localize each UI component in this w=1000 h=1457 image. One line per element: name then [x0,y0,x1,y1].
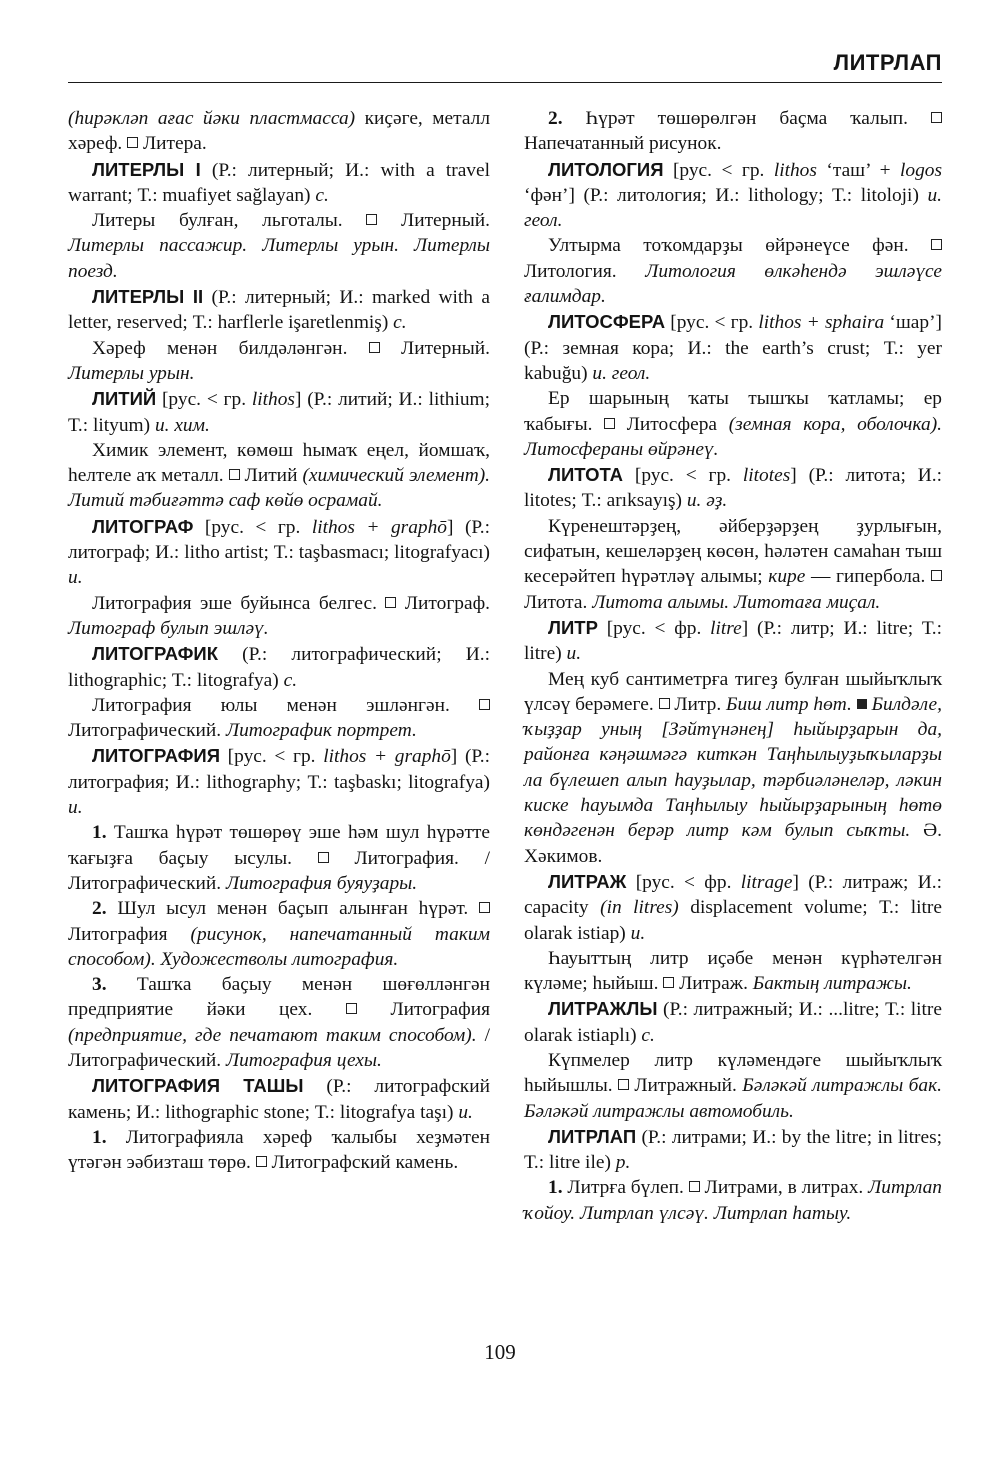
russian-equivalent: / Литографический. [68,1024,490,1071]
example: Художестволы литография. [155,948,399,970]
part-of-speech: и. [68,567,83,589]
definition: Мең куб сантиметрға тигеҙ булған шыйыҡлыҡ үлсәү берәмеге. [524,668,942,715]
etymology: [рус. < гр. [665,312,759,334]
russian-equivalent: Литография. / Литографический. [68,847,490,894]
definition: Һүрәт төшөрөлгән баҫма ҡалып. [562,108,931,129]
entry-litograf [68,514,490,591]
etymology: [рус. < гр. [220,746,324,768]
russian-gloss: (предприятие, где печатают таким способом). [68,1024,477,1046]
sense-3 [68,972,490,1073]
box-marker-icon [931,239,942,250]
box-marker-icon [931,570,942,581]
part-of-speech: с. [315,184,329,206]
example: Литий тәбиғәттә саф көйө осрамай. [68,490,383,512]
definition: Һауыттың литр иҫәбе менән күрһәтелгән күләме; һыйыш. [524,947,942,995]
definition: Шул ысул менән баҫып алынған һүрәт. [106,898,479,920]
box-marker-icon [663,977,674,988]
etymology: (Р.: литографический; И.: lithographic; Т.: litografya) [68,644,490,691]
russian-equivalent: Литерный. [377,210,490,232]
headword: ЛИТЕРЛЫ I [92,158,201,180]
entry-literly-2 [68,284,490,336]
sense-number: 3. [92,974,107,996]
italic-text: кире [768,566,806,588]
definition: Литография эше буйынса белгес. [92,592,386,614]
box-marker-icon [127,137,138,148]
part-of-speech: и. геол. [592,362,651,384]
example: Литография цехы. [225,1049,382,1071]
etymology: (Р.: литрами; И.: by the litre; in litres; Т.: litre ile) [524,1126,942,1174]
russian-equivalent: Литографический. [68,720,226,742]
etymology: [рус. < фр. [597,617,711,639]
russian-equivalent: Литота. [524,591,593,613]
box-marker-icon [385,597,396,608]
entry-litiy-def [68,438,490,514]
russian-equivalent: Литография [356,999,490,1021]
box-marker-icon [318,852,329,863]
left-column [68,106,490,1175]
entry-literly-2-def [68,336,490,387]
example: Литосфераны өйрәнеү. [524,438,719,460]
russian-gloss: (земная кора, оболочка). [728,413,942,435]
sense-number: 1. [548,1177,563,1199]
box-marker-icon [931,112,942,123]
part-of-speech: и. [458,1101,473,1123]
headword: ЛИТОГРАФИЯ ТАШЫ [92,1075,304,1097]
part-of-speech: с. [283,669,298,691]
example: Литография буяуҙары. [225,872,418,894]
entry-litosfera-def [524,386,942,462]
entry-litrazhly-def [524,1048,942,1124]
etymon: lithos + graphō [311,516,448,538]
russian-equivalent: Литограф. [396,592,490,614]
entry-litosfera [524,309,942,386]
box-marker-icon [659,698,670,709]
headword: ЛИТОЛОГИЯ [548,158,664,180]
entry-litografik [68,641,490,693]
quote-marker-icon [857,699,867,709]
etymology: ‘таш’ + [816,159,900,181]
part-of-speech: и. әҙ. [686,490,728,512]
etymology: ] (Р.: литий; И.: lithium; Т.: lityum) [68,389,490,436]
sense-1 [68,820,490,896]
italic-text: (һирәкләп ағас йәки пластмасса) [68,108,356,129]
sense-number: 2. [92,898,107,920]
russian-equivalent: Литология. [524,260,646,282]
etymology: ] (Р.: литография; И.: lithography; Т.: taşbaskı; litografya) [68,746,490,793]
box-marker-icon [366,214,377,225]
example: Литрлап ҡойоу. Литрлап үлсәү. Литрлап һатыу. [524,1177,942,1224]
box-marker-icon [618,1079,629,1090]
etymon: lithos + sphaira [758,312,885,334]
definition: Күпмелер литр күләмендәге шыйыҡлыҡ һыйышлы. [524,1049,942,1097]
sense-number: 2. [548,108,563,129]
headword: ЛИТЕРЛЫ II [92,286,204,308]
etymology: ‘шар’] (Р.: земная кора; И.: the earth’s crust; Т.: yer kabuğu) [524,312,943,384]
box-marker-icon [229,469,240,480]
part-of-speech: и. [566,643,582,665]
headword: ЛИТИЙ [92,388,157,410]
etymology: [рус. < фр. [626,871,741,893]
part-of-speech: и. [630,922,646,944]
entry-litrazhly [524,996,942,1048]
part-of-speech: и. [68,797,83,819]
etymology: [рус. < гр. [193,516,312,538]
russian-equivalent: Литраж. [674,973,753,995]
etymology: ‘фән’] (Р.: литология; И.: lithology; Т.: litoloji) [524,184,928,206]
box-marker-icon [256,1156,267,1167]
etymon: litre [710,617,742,639]
etymology: ] (Р.: литр; И.: litre; Т.: litre) [524,617,942,665]
entry-litograf-def [68,591,490,642]
russian-gloss: (рисунок, напечатанный таким способом). [68,923,491,970]
entry-litrlap [524,1124,942,1176]
italic-text: (in litres) [600,897,679,919]
russian-equivalent: Литера. [138,133,207,155]
russian-equivalent: Литографский камень. [266,1152,459,1174]
page-number: 109 [484,1340,516,1364]
literary-quote: Билдәле, ҡыҙҙар уның [Зәйтүнәнең] һыйырҙарын да, районға кәңәшмәгә киткән Таңһылыуҙыҡыларҙы ла бүлешеп алып һауҙылар, тәрбиәләнеләр, ләкин киске һауымда Таңһылыу һыйырҙарының һөтө көндәгенән берәр литр кәм булып сыҡты. [524,693,942,842]
russian-gloss: (химический элемент). [302,465,490,487]
headword: ЛИТОГРАФИЯ [92,745,220,767]
etymon: lithos [773,159,817,181]
definition: киҫәге, металл хәреф. [68,108,491,155]
russian-equivalent: Литография [68,923,191,945]
etymology: (Р.: литражный; И.: ...litre; Т.: litre olarak istiaplı) [524,999,942,1046]
etymology: (Р.: литерный; И.: with a travel warrant; Т.: muafiyet sağlayan) [68,159,490,206]
headword: ЛИТОТА [548,464,624,486]
part-of-speech: с. [641,1024,655,1046]
example: Литота алымы. Литотаға миҫал. [592,591,881,613]
box-marker-icon [689,1181,700,1192]
etymon: logos [899,159,943,181]
running-header [68,50,942,83]
quote-author: Ә. Хәкимов. [524,820,943,867]
box-marker-icon [604,418,615,429]
headword: ЛИТОГРАФ [92,515,194,537]
definition: Ташҡа баҫыу менән шөғөлләнгән предприятие йәки цех. [68,974,490,1021]
etymology: (Р.: литографский камень; И.: lithographic stone; Т.: litografya taşı) [68,1076,490,1123]
headword: ЛИТР [548,616,598,638]
entry-continuation [68,106,490,157]
definition: Ер шарының ҡаты тышҡы ҡатламы; ер ҡабығы. [524,388,942,435]
etymon: litotes [742,465,791,487]
entry-litografiya [68,743,490,820]
etymology: [рус. < гр. [156,389,252,411]
definition: Литеры булған, льготалы. [92,210,367,232]
sense-2 [68,896,490,972]
russian-equivalent: Литий [239,465,303,487]
definition: Хәреф менән билдәләнгән. [92,337,369,359]
etymon: litrage [740,871,793,893]
entry-litota [524,462,942,514]
example: Литология өлкәһендә эшләүсе ғалимдар. [524,260,942,308]
entry-litografiya-tashy [68,1073,490,1125]
russian-equivalent: Литр. [669,693,727,715]
sense-number: 1. [92,822,107,844]
sense-2-continuation [524,106,942,157]
definition: Литография юлы менән эшләнгән. [92,694,479,716]
headword: ЛИТРАЖЛЫ [548,998,658,1020]
etymon: lithos [251,389,295,411]
header-title: ЛИТРЛАП [833,50,942,75]
etymology: [рус. < гр. [623,465,743,487]
headword: ЛИТРАЖ [548,870,627,892]
etymon: lithos + graphō [323,746,451,768]
entry-litrazh-def [524,946,942,997]
definition: Ташҡа һүрәт төшөрөү эше һәм шул һүрәтте ҡағыҙға баҫыу ысулы. [68,822,490,869]
russian-equivalent: Литражный. [628,1075,743,1097]
headword: ЛИТРЛАП [548,1125,637,1147]
entry-litologiya-def [524,233,942,309]
entry-litologiya [524,157,942,234]
entry-literly-1-def [68,208,490,284]
part-of-speech: и. геол. [524,184,942,232]
box-marker-icon [369,342,380,353]
example: Литографик портрет. [225,720,417,742]
example: Биш литр һөт. [726,693,857,715]
definition: Литрға бүлеп. [562,1177,689,1199]
definition: Литографияла хәреф ҡалыбы хеҙмәтен үтәгән эәбизташ төрө. [68,1126,490,1174]
example: Литерлы урын. [68,362,195,384]
headword: ЛИТОСФЕРА [548,311,666,333]
example: Литерлы пассажир. Литерлы урын. Литерлы поезд. [68,235,490,282]
part-of-speech: р. [615,1152,631,1174]
part-of-speech: и. хим. [154,414,210,436]
etymology: ] (Р.: литраж; И.: capacity [524,871,942,919]
example: Литограф булып эшләү. [68,617,269,639]
russian-equivalent: Напечатанный рисунок. [524,133,722,155]
russian-equivalent: Литерный. [379,337,490,359]
russian-equivalent: Литосфера [615,413,729,435]
example: Бактың литражы. [752,973,912,995]
russian-equivalent: Литрами, в литрах. [699,1177,869,1199]
sense-1 [524,1175,942,1226]
etymology: [рус. < гр. [663,159,774,181]
entry-litografik-def [68,693,490,744]
definition: Күренештәрҙең, әйберҙәрҙең ҙурлығын, сифатын, кешеләрҙең көсөн, һәләтен самаһан тыш кесерәйтеп һүрәтләү алымы; [524,515,942,588]
headword: ЛИТОГРАФИК [92,643,218,665]
entry-litr [524,615,942,667]
entry-literly-1 [68,157,490,209]
right-column [524,106,942,1226]
etymology: ] (Р.: литограф; И.: litho artist; Т.: taşbasmacı; litografyacı) [68,516,491,564]
part-of-speech: с. [393,312,407,334]
entry-litiy [68,386,490,438]
entry-litr-def [524,667,942,869]
sense-1 [68,1125,490,1176]
box-marker-icon [479,699,490,710]
example: Бәләкәй литражлы бак. Бәләкәй литражлы автомобиль. [524,1075,943,1122]
etymology: displacement volume; Т.: litre olarak istiap) [524,897,942,944]
definition: — гипербола. [805,566,931,588]
box-marker-icon [346,1003,357,1014]
sense-number: 1. [92,1126,107,1148]
box-marker-icon [479,902,490,913]
etymology: (Р.: литерный; И.: marked with a letter, reserved; Т.: harflerle işaretlenmiş) [68,287,490,334]
definition: Химик элемент, көмөш һымаҡ еңел, йомшаҡ, һелтеле аҡ металл. [68,439,490,487]
etymology: ] (Р.: литота; И.: litotes; Т.: arıksayış) [524,465,942,512]
definition: Ултырма тоҡомдарҙы өйрәнеүсе фән. [548,235,931,257]
entry-litota-def [524,514,942,615]
entry-litrazh [524,869,942,946]
